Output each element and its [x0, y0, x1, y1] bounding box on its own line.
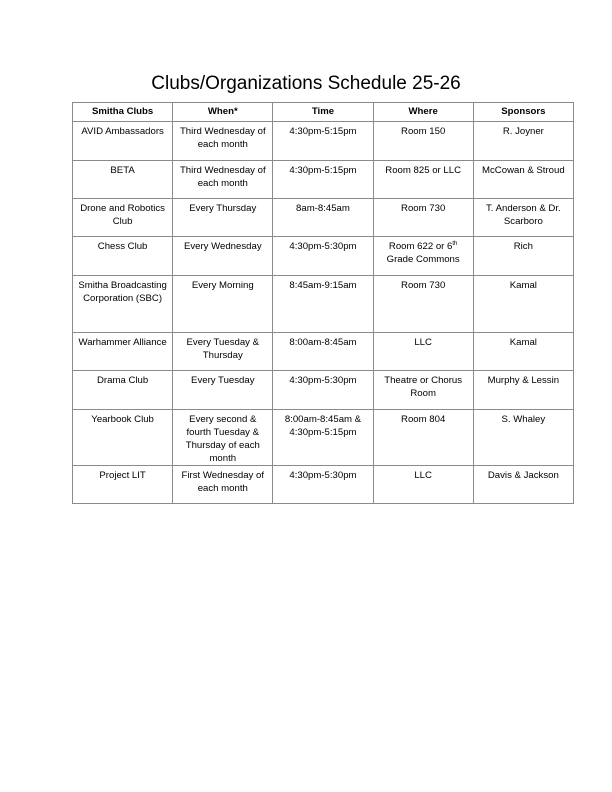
cell-sponsors: R. Joyner: [473, 122, 573, 161]
table-row: [73, 276, 574, 333]
header-time: Time: [273, 103, 373, 122]
cell-when: First Wednesday of each month: [173, 466, 273, 504]
cell-where: LLC: [373, 333, 473, 371]
cell-club: Yearbook Club: [73, 410, 173, 466]
ordinal-suffix: th: [452, 240, 458, 247]
header-when: When*: [173, 103, 273, 122]
cell-where: Theatre or Chorus Room: [373, 371, 473, 410]
cell-when: Third Wednesday of each month: [173, 122, 273, 161]
cell-sponsors: Kamal: [473, 276, 573, 333]
where-text: Room 622 or 6: [388, 241, 453, 252]
cell-club: Drama Club: [73, 371, 173, 410]
cell-club: Chess Club: [73, 237, 173, 276]
cell-sponsors: T. Anderson & Dr. Scarboro: [473, 199, 573, 237]
cell-sponsors: S. Whaley: [473, 410, 573, 466]
header-where: Where: [373, 103, 473, 122]
header-club: Smitha Clubs: [73, 103, 173, 122]
cell-time: 4:30pm-5:30pm: [273, 237, 373, 276]
cell-when: Every Thursday: [173, 199, 273, 237]
cell-club: Drone and Robotics Club: [73, 199, 173, 237]
cell-club: AVID Ambassadors: [73, 122, 173, 161]
cell-when: Third Wednesday of each month: [173, 161, 273, 199]
table-row: [73, 333, 574, 371]
cell-time: 8:45am-9:15am: [273, 276, 373, 333]
cell-when: Every Wednesday: [173, 237, 273, 276]
cell-club: Project LIT: [73, 466, 173, 504]
cell-time: 8:00am-8:45am: [273, 333, 373, 371]
cell-when: Every second & fourth Tuesday & Thursday of each month: [173, 410, 273, 466]
table-row: [73, 199, 574, 237]
table-row: [73, 466, 574, 504]
cell-time: 4:30pm-5:15pm: [273, 161, 373, 199]
cell-where: Room 150: [373, 122, 473, 161]
cell-sponsors: Kamal: [473, 333, 573, 371]
table-header-row: [73, 103, 574, 122]
cell-sponsors: Murphy & Lessin: [473, 371, 573, 410]
cell-sponsors: Rich: [473, 237, 573, 276]
table-row: [73, 410, 574, 466]
cell-club: Smitha Broadcasting Corporation (SBC): [73, 276, 173, 333]
cell-time: 4:30pm-5:15pm: [273, 122, 373, 161]
cell-sponsors: Davis & Jackson: [473, 466, 573, 504]
cell-where: Room 804: [373, 410, 473, 466]
cell-where: Room 825 or LLC: [373, 161, 473, 199]
table-row: [73, 237, 574, 276]
cell-where: Room 730: [373, 199, 473, 237]
where-text: Grade Commons: [386, 254, 460, 265]
cell-sponsors: McCowan & Stroud: [473, 161, 573, 199]
cell-where: LLC: [373, 466, 473, 504]
cell-time: 4:30pm-5:30pm: [273, 466, 373, 504]
cell-time: 4:30pm-5:30pm: [273, 371, 373, 410]
cell-time: 8am-8:45am: [273, 199, 373, 237]
schedule-table: [72, 102, 574, 504]
header-sponsors: Sponsors: [473, 103, 573, 122]
cell-when: Every Morning: [173, 276, 273, 333]
cell-when: Every Tuesday & Thursday: [173, 333, 273, 371]
cell-time: 8:00am-8:45am & 4:30pm-5:15pm: [273, 410, 373, 466]
table-row: [73, 161, 574, 199]
table-row: [73, 371, 574, 410]
cell-club: BETA: [73, 161, 173, 199]
page-title: Clubs/Organizations Schedule 25-26: [151, 73, 461, 94]
cell-when: Every Tuesday: [173, 371, 273, 410]
cell-club: Warhammer Alliance: [73, 333, 173, 371]
cell-where: Room 730: [373, 276, 473, 333]
table-row: [73, 122, 574, 161]
cell-where: [373, 237, 473, 276]
